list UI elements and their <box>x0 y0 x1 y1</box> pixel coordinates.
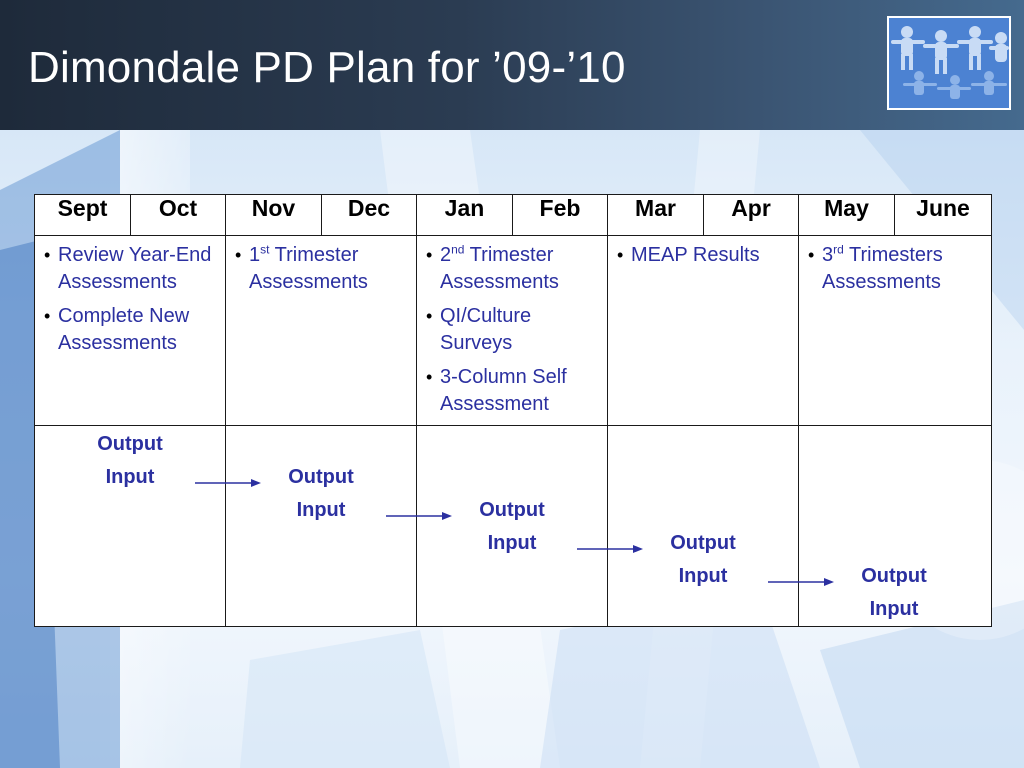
ordinal-suffix: rd <box>833 242 844 257</box>
output-label: Output <box>288 466 354 488</box>
pd-plan-table <box>34 194 991 625</box>
activity-list <box>617 242 792 269</box>
output-label: Output <box>861 565 927 587</box>
activity-item <box>44 242 219 296</box>
ordinal-suffix: st <box>260 242 270 257</box>
activity-item <box>235 242 410 296</box>
activity-text: Trimester Assessments <box>440 244 559 293</box>
activity-item <box>426 364 601 418</box>
month-header-jan: Jan <box>417 195 513 236</box>
month-header-mar: Mar <box>608 195 704 236</box>
activity-text: QI/Culture Surveys <box>440 305 532 354</box>
activity-item <box>44 303 219 357</box>
output-label: Output <box>97 433 163 455</box>
activity-text: Complete New Assessments <box>58 305 190 354</box>
input-label: Input <box>105 466 155 488</box>
activity-cell <box>226 236 417 426</box>
flow-cell <box>417 426 608 627</box>
activity-item <box>808 242 985 296</box>
output-input-row <box>35 426 992 627</box>
month-header-oct: Oct <box>131 195 226 236</box>
plan-grid <box>34 194 992 627</box>
input-label: Input <box>296 499 346 521</box>
activity-list <box>426 242 601 418</box>
activity-list <box>44 242 219 357</box>
month-header-sept: Sept <box>35 195 131 236</box>
title-bar <box>0 0 1024 130</box>
ordinal-suffix: nd <box>451 242 465 257</box>
activity-text: Trimester Assessments <box>249 244 368 293</box>
activity-cell <box>799 236 992 426</box>
month-header-may: May <box>799 195 895 236</box>
flow-cell <box>608 426 799 627</box>
activity-text: 1 <box>249 244 261 266</box>
month-header-row <box>35 195 992 236</box>
activity-item <box>426 242 601 296</box>
month-header-nov: Nov <box>226 195 322 236</box>
slide-title: Dimondale PD Plan for ’09-’10 <box>28 43 626 92</box>
input-label: Input <box>487 532 537 554</box>
activity-text: Review Year-End Assessments <box>58 244 212 293</box>
month-header-june: June <box>895 195 992 236</box>
month-header-apr: Apr <box>704 195 799 236</box>
people-chain-logo-icon <box>887 16 1011 110</box>
month-header-feb: Feb <box>513 195 608 236</box>
input-label: Input <box>678 565 728 587</box>
activity-text: 3-Column Self Assessment <box>440 366 567 415</box>
activity-row <box>35 236 992 426</box>
output-input-pair <box>799 560 989 626</box>
flow-cell <box>799 426 992 627</box>
activity-item <box>617 242 792 269</box>
flow-cell <box>226 426 417 627</box>
activity-text: 2 <box>440 244 452 266</box>
activity-cell <box>417 236 608 426</box>
activity-list <box>808 242 985 296</box>
activity-text: Trimesters Assessments <box>822 244 943 293</box>
input-label: Input <box>869 598 919 620</box>
activity-cell <box>35 236 226 426</box>
activity-text: 3 <box>822 244 834 266</box>
activity-text: MEAP Results <box>631 244 760 266</box>
activity-list <box>235 242 410 296</box>
output-label: Output <box>479 499 545 521</box>
output-label: Output <box>670 532 736 554</box>
month-header-dec: Dec <box>322 195 417 236</box>
activity-item <box>426 303 601 357</box>
activity-cell <box>608 236 799 426</box>
flow-cell <box>35 426 226 627</box>
